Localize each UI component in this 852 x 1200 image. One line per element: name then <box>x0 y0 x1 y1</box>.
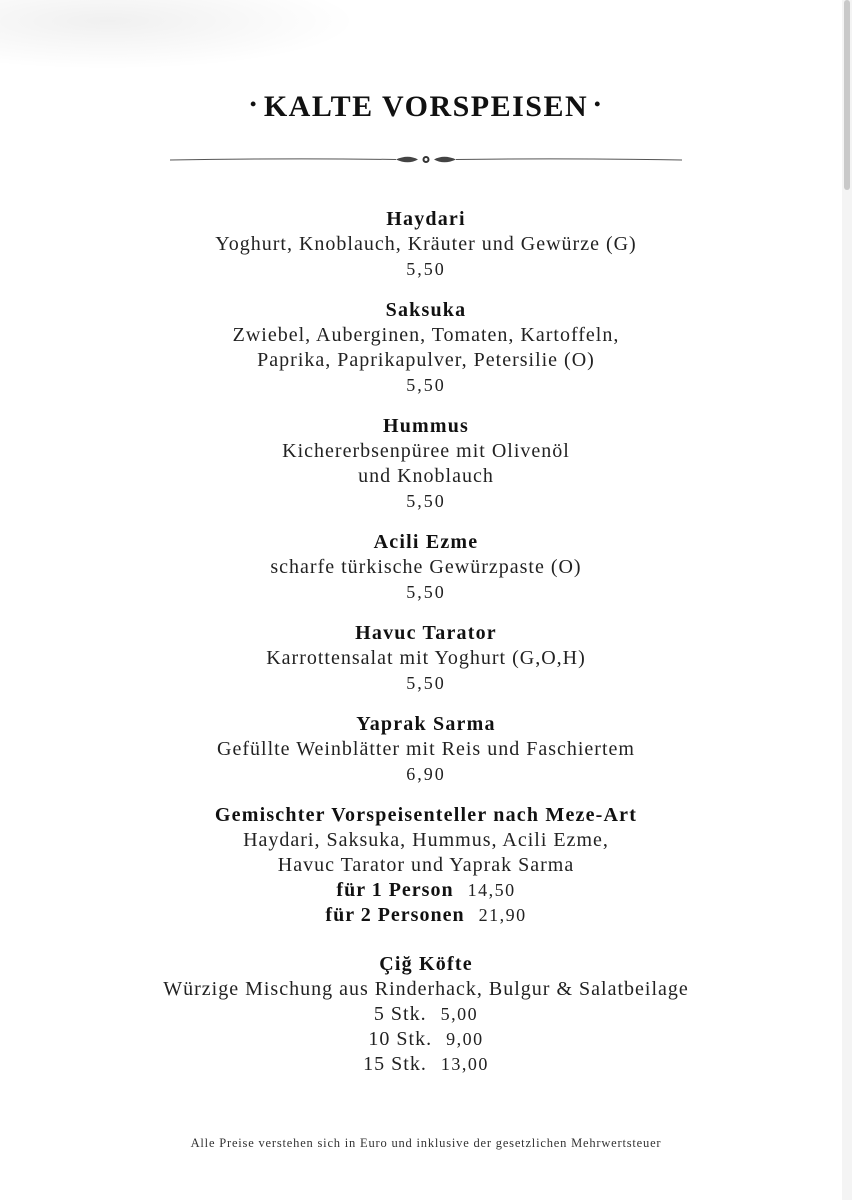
portion-price: 21,90 <box>478 905 527 925</box>
portion-option <box>0 878 852 903</box>
item-name: Gemischter Vorspeisenteller nach Meze-Art <box>214 804 638 826</box>
portion-price: 13,00 <box>440 1054 489 1074</box>
corner-shadow <box>0 0 360 70</box>
item-description: Haydari, Saksuka, Hummus, Acili Ezme, <box>243 829 609 851</box>
item-description: Gefüllte Weinblätter mit Reis und Faschiertem <box>217 738 635 760</box>
item-price: 5,50 <box>406 491 446 511</box>
item-name: Yaprak Sarma <box>356 713 496 735</box>
item-price: 6,90 <box>406 764 446 784</box>
item-description: Paprika, Paprikapulver, Petersilie (O) <box>257 349 595 371</box>
menu-item-hummus <box>0 414 852 514</box>
menu-item-haydari <box>0 207 852 282</box>
menu-list <box>0 207 852 1093</box>
item-description: Karrottensalat mit Yoghurt (G,O,H) <box>266 647 586 669</box>
portion-price: 5,00 <box>440 1004 479 1024</box>
item-price: 5,50 <box>406 375 446 395</box>
scrollbar-thumb[interactable] <box>844 0 850 190</box>
title-text: KALTE VORSPEISEN <box>263 90 589 123</box>
portion-option <box>0 1052 852 1077</box>
menu-item-yaprak-sarma <box>0 712 852 787</box>
portion-label: 10 Stk. <box>368 1028 433 1050</box>
portion-option <box>0 903 852 928</box>
price-disclaimer: Alle Preise verstehen sich in Euro und inklusive der gesetzlichen Mehrwertsteuer <box>190 1136 662 1150</box>
item-description: Kichererbsenpüree mit Olivenöl <box>282 440 570 462</box>
portion-option <box>0 1027 852 1052</box>
portion-label: 15 Stk. <box>363 1053 427 1075</box>
item-price: 5,50 <box>406 582 446 602</box>
menu-item-saksuka <box>0 298 852 398</box>
item-description: und Knoblauch <box>358 465 494 487</box>
item-description: Yoghurt, Knoblauch, Kräuter und Gewürze (G) <box>215 233 637 255</box>
portion-label: für 2 Personen <box>325 904 465 926</box>
item-name: Haydari <box>386 208 466 230</box>
item-name: Havuc Tarator <box>355 622 497 644</box>
item-name: Çiğ Köfte <box>379 953 473 975</box>
item-description: scharfe türkische Gewürzpaste (O) <box>270 556 582 578</box>
item-name: Hummus <box>382 415 470 437</box>
portion-label: für 1 Person <box>336 879 454 901</box>
item-name: Acili Ezme <box>373 531 479 553</box>
menu-item-cig-kofte <box>0 952 852 1077</box>
item-description: Würzige Mischung aus Rinderhack, Bulgur & Salatbeilage <box>163 978 689 1000</box>
item-price: 5,50 <box>406 259 446 279</box>
item-price: 5,50 <box>406 673 446 693</box>
menu-item-mixed-plate <box>0 803 852 928</box>
portion-option <box>0 1002 852 1027</box>
page-title <box>0 90 852 124</box>
portion-price: 9,00 <box>446 1029 484 1049</box>
title-dot-left: • <box>250 94 258 114</box>
title-dot-right: • <box>594 94 602 114</box>
item-description: Havuc Tarator und Yaprak Sarma <box>277 854 575 876</box>
menu-item-acili-ezme <box>0 530 852 605</box>
portion-price: 14,50 <box>467 880 516 900</box>
item-name: Saksuka <box>385 299 467 321</box>
scrollbar[interactable] <box>842 0 852 1200</box>
portion-label: 5 Stk. <box>373 1003 427 1025</box>
ornamental-divider <box>168 150 684 170</box>
menu-item-havuc-tarator <box>0 621 852 696</box>
item-description: Zwiebel, Auberginen, Tomaten, Kartoffeln, <box>232 324 620 346</box>
